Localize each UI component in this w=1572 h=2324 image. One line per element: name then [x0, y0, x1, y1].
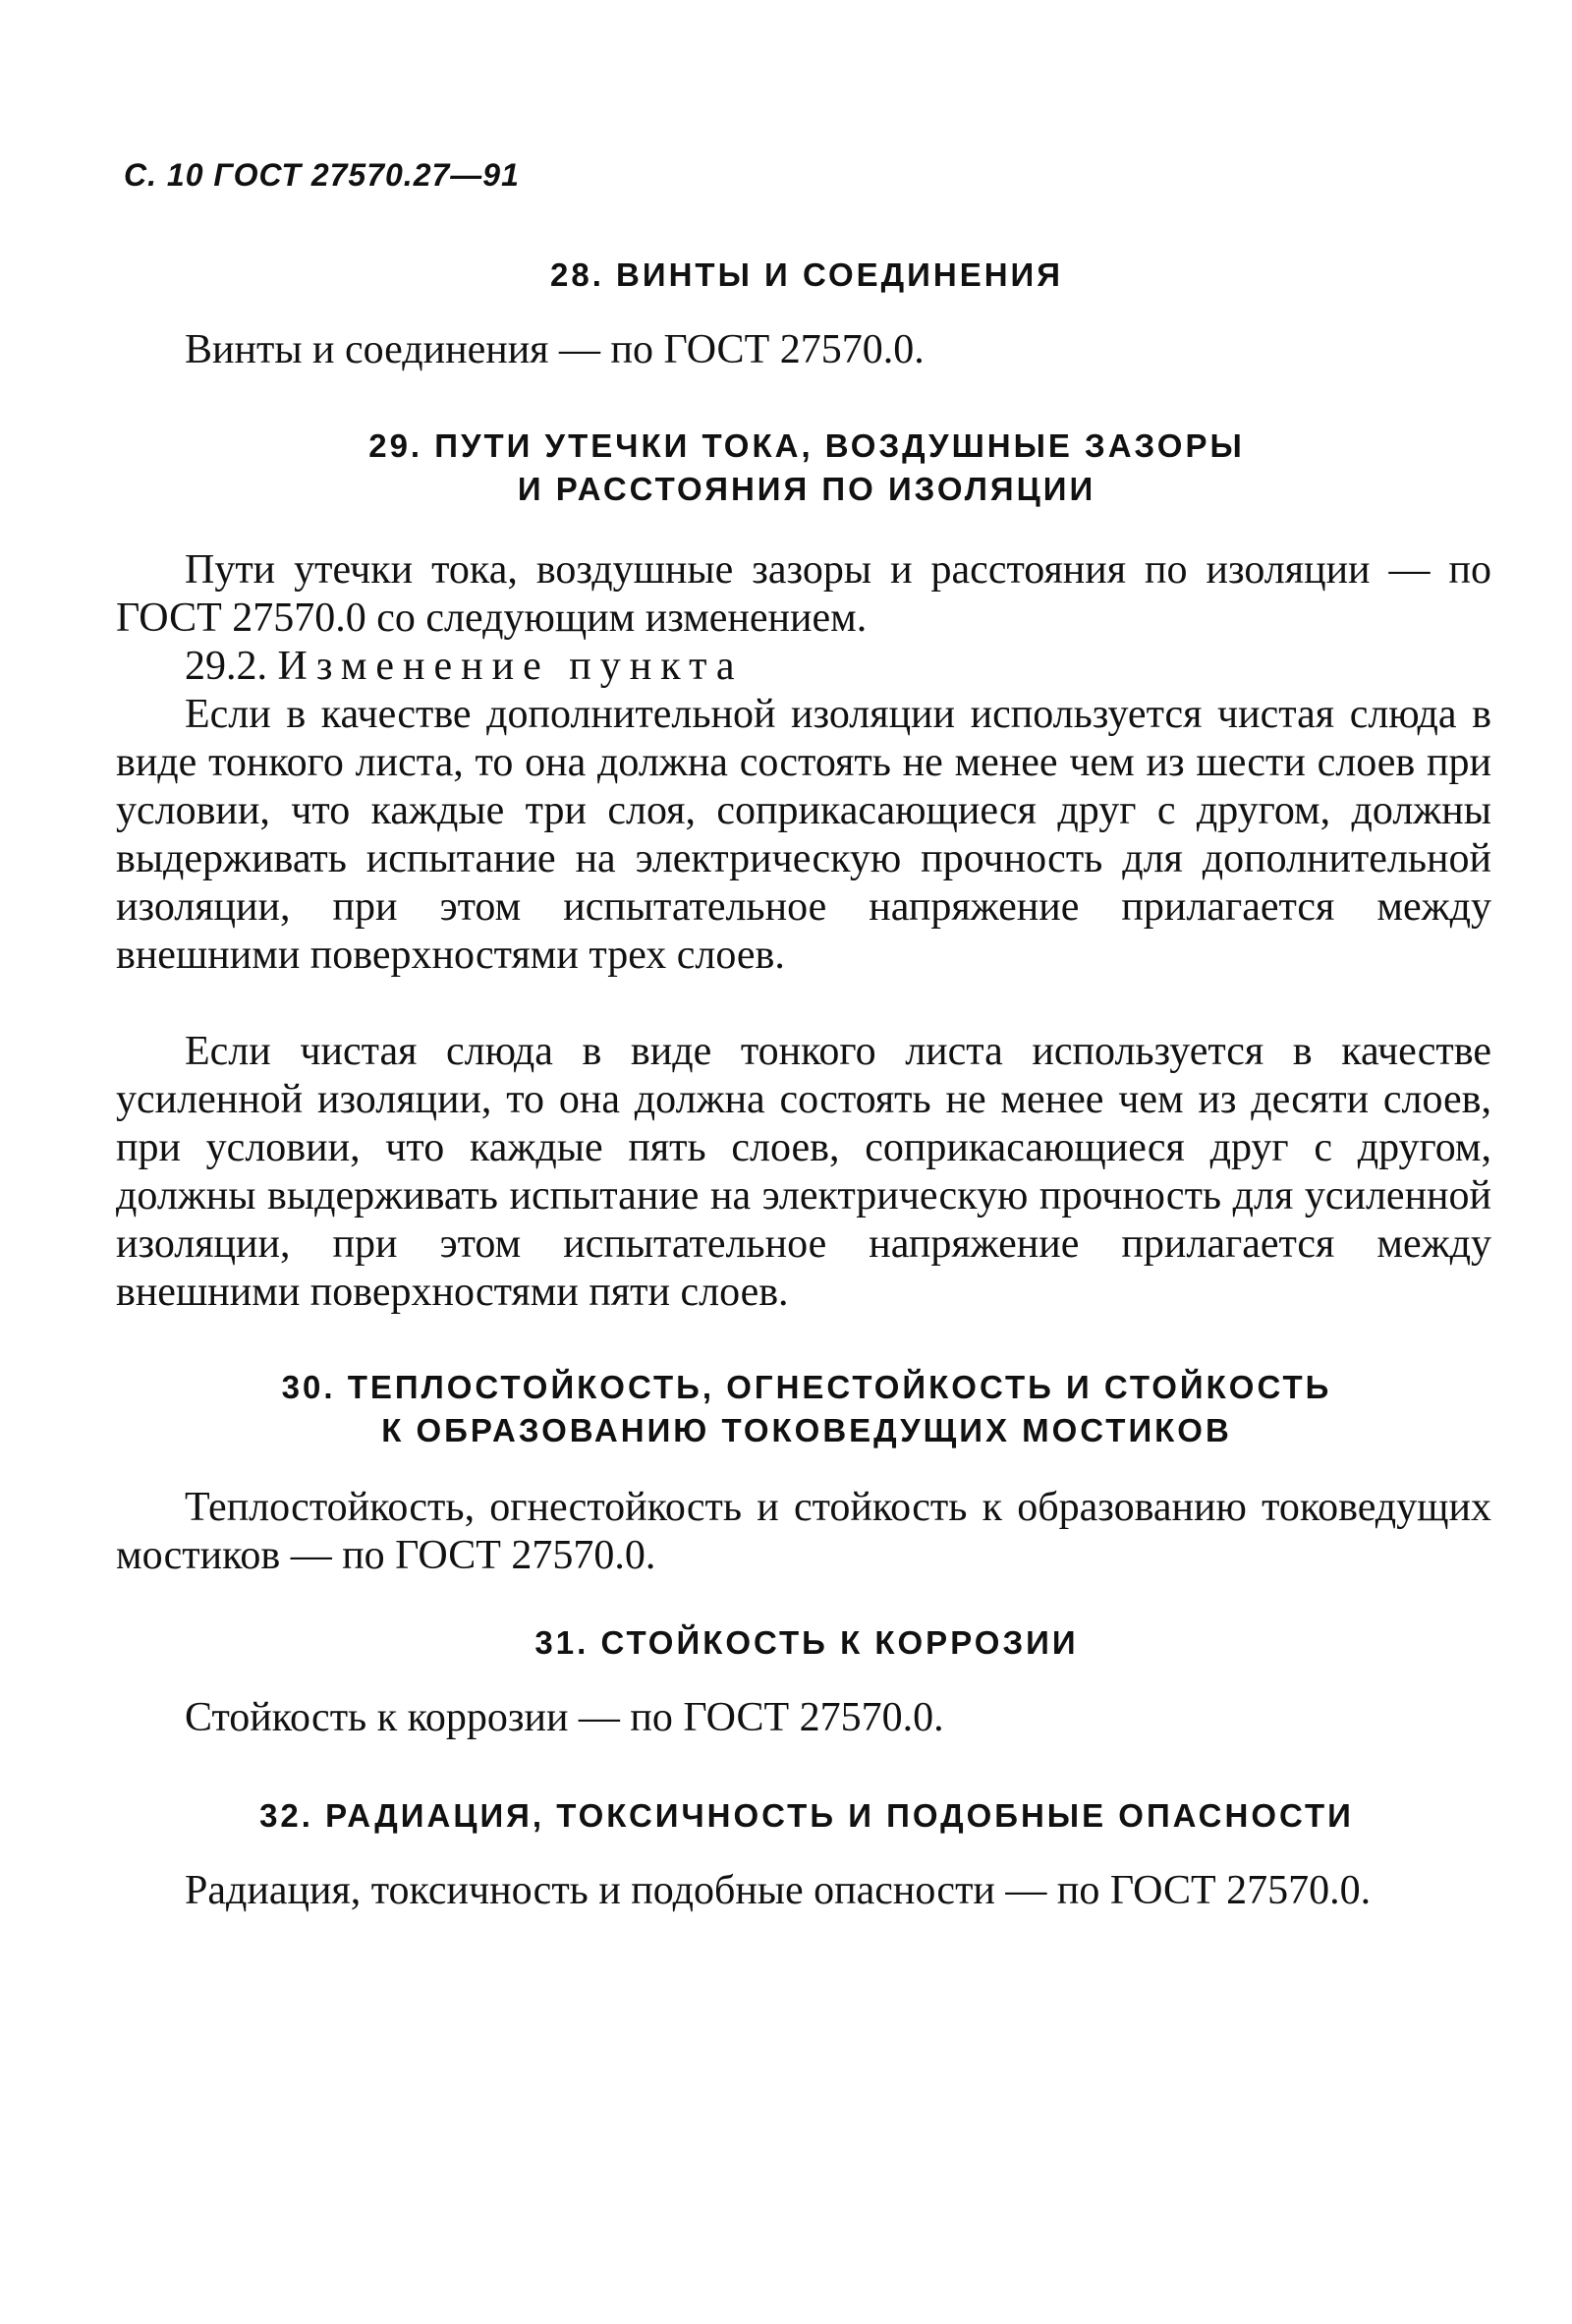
section-28-text: Винты и соединения — по ГОСТ 27570.0. [185, 327, 925, 372]
section-29-heading [124, 425, 1489, 511]
section-31-heading: 31. СТОЙКОСТЬ К КОРРОЗИИ [534, 1624, 1079, 1661]
section-31-text: Стойкость к коррозии — по ГОСТ 27570.0. [185, 1695, 944, 1740]
section-28-heading: 28. ВИНТЫ И СОЕДИНЕНИЯ [550, 256, 1063, 293]
page-header: С. 10 ГОСТ 27570.27—91 [124, 157, 520, 193]
section-29-paragraph-1 [116, 546, 1491, 643]
section-30-text: Теплостойкость, огнестойкость и стойкость к образованию токоведущих мостиков — по ГОСТ 27570.0. [116, 1485, 1491, 1578]
section-29-text-1: Пути утечки тока, воздушные зазоры и расстояния по изоляции — по ГОСТ 27570.0 со следующим изменением. [116, 547, 1491, 641]
section-32-paragraph [116, 1867, 1491, 1915]
section-29-heading-line-2: И РАССТОЯНИЯ ПО ИЗОЛЯЦИИ [517, 471, 1096, 507]
section-29-text-2: Если в качестве дополнительной изоляции используется чистая слюда в виде тонкого листа, то она должна состоять не менее чем из шести слоев при условии, что каждые три слоя, соприкасающиеся друг с другом, должны выдерживать испытание на электрическую прочность для дополнительной изоляции, при этом испытательное напряжение прилагается между внешними поверхностями трех слоев. [116, 692, 1491, 978]
section-28-paragraph [116, 326, 1491, 374]
section-29-heading-line-1: 29. ПУТИ УТЕЧКИ ТОКА, ВОЗДУШНЫЕ ЗАЗОРЫ [368, 427, 1245, 464]
section-32-text: Радиация, токсичность и подобные опасности — по ГОСТ 27570.0. [185, 1868, 1372, 1913]
section-31-paragraph [116, 1694, 1491, 1742]
subclause-29-2 [116, 643, 1491, 691]
section-30-heading-line-2: К ОБРАЗОВАНИЮ ТОКОВЕДУЩИХ МОСТИКОВ [381, 1412, 1232, 1448]
section-29-text-3: Если чистая слюда в виде тонкого листа используется в качестве усиленной изоляции, то она должна состоять не менее чем из десяти слоев, при условии, что каждые пять слоев, соприкасающиеся друг с другом, должны выдерживать испытание на электрическую прочность для усиленной изоляции, при этом испытательное напряжение прилагается между внешними поверхностями пяти слоев. [116, 1029, 1491, 1315]
section-30-heading-line-1: 30. ТЕПЛОСТОЙКОСТЬ, ОГНЕСТОЙКОСТЬ И СТОЙКОСТЬ [281, 1369, 1332, 1405]
section-30-paragraph [116, 1484, 1491, 1580]
section-32-heading: 32. РАДИАЦИЯ, ТОКСИЧНОСТЬ И ПОДОБНЫЕ ОПАСНОСТИ [259, 1797, 1354, 1834]
section-30-heading [124, 1366, 1489, 1452]
section-29-paragraph-3 [116, 1028, 1491, 1317]
section-29-paragraph-2 [116, 691, 1491, 980]
subclause-number: 29.2. [185, 644, 267, 689]
subclause-title: Изменение пункта [277, 644, 744, 689]
